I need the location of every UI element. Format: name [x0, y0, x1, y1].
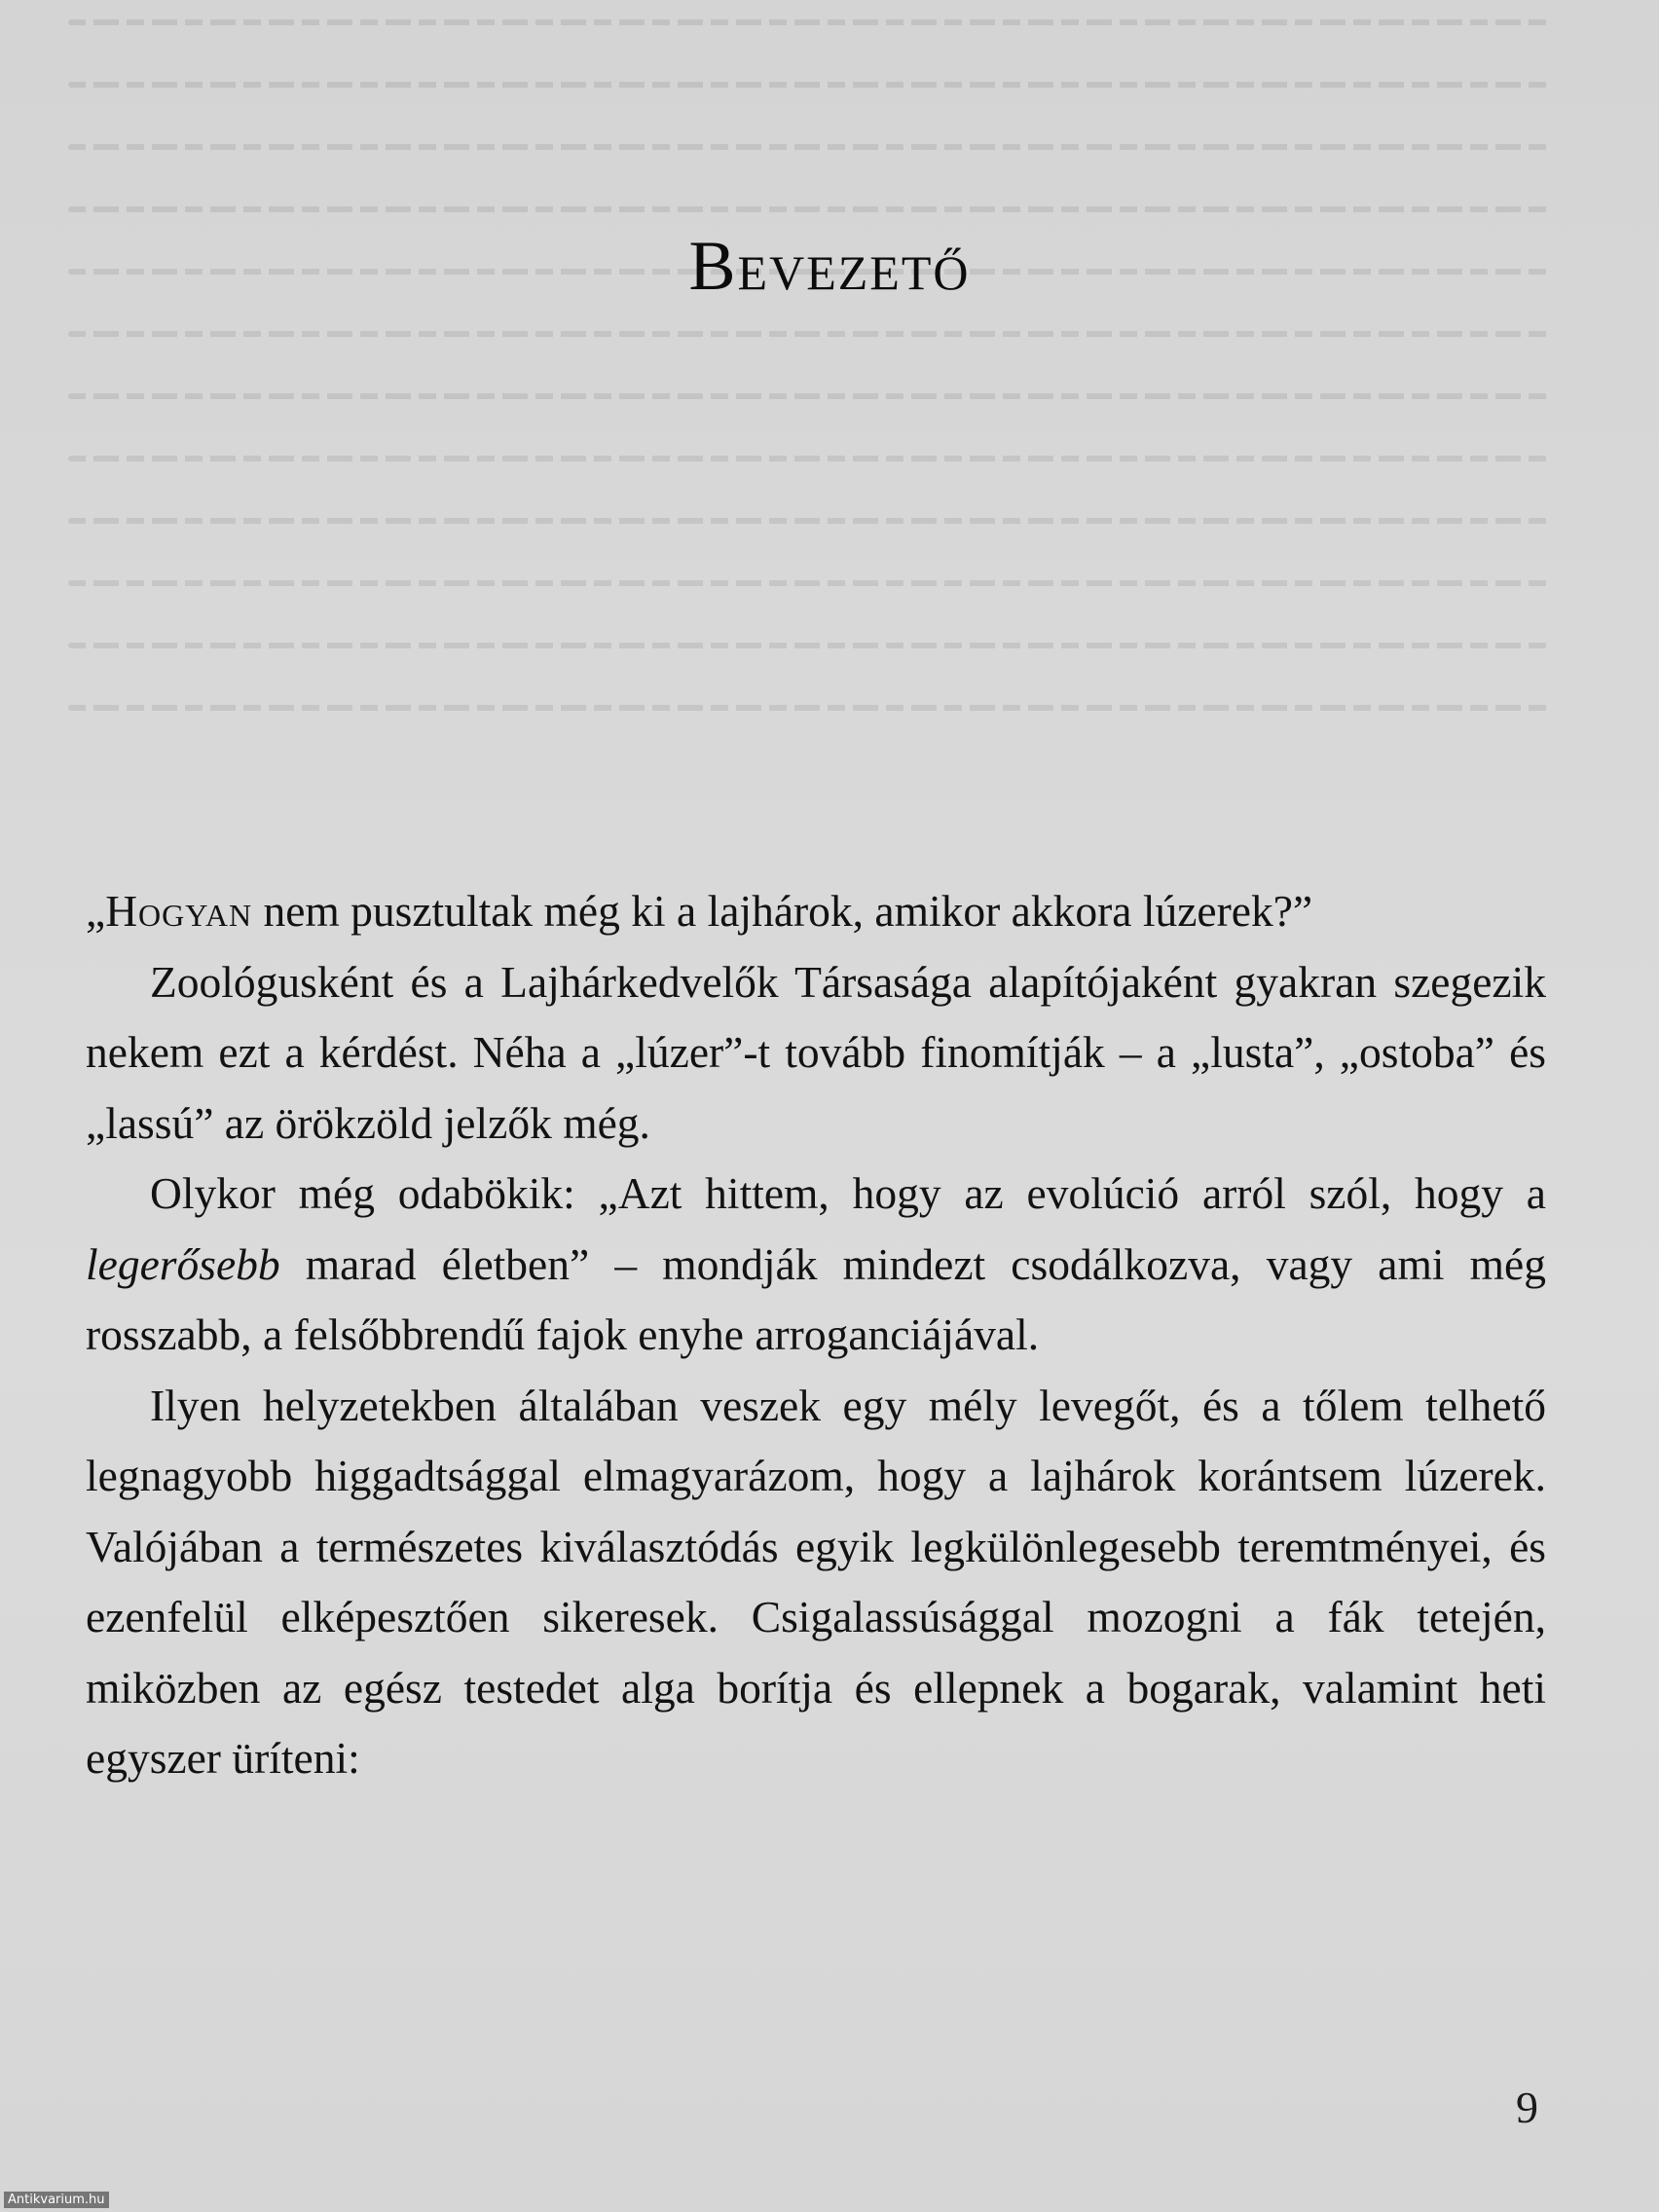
paragraph-3-italic: legerősebb: [86, 1238, 280, 1289]
paragraph-3-text-after: marad életben” – mondják mindezt csodálkozva, vagy ami még rosszabb, a felsőbbrendű fajok enyhe arroganciájával.: [86, 1238, 1546, 1359]
bleed-through-texture: [68, 19, 1548, 759]
page-number: 9: [1516, 2083, 1538, 2132]
body-text: [86, 876, 1546, 1794]
paragraph-1: „Hogyan nem pusztultak még ki a lajhárok, amikor akkora lúzerek?”: [86, 886, 1313, 936]
paragraph-3-text-before: Olykor még odabökik: „Azt hittem, hogy az evolúció arról szól, hogy a: [150, 1168, 1546, 1218]
paragraph-1-lead: Hogyan: [105, 886, 253, 936]
paragraph-3: [86, 1159, 1546, 1371]
paragraph-1-text: nem pusztultak még ki a lajhárok, amikor akkora lúzerek?”: [252, 886, 1313, 936]
chapter-title: Bevezető: [688, 227, 971, 305]
watermark-label: Antikvarium.hu: [4, 2192, 109, 2208]
paragraph-2: Zoológusként és a Lajhárkedvelők Társasága alapítójaként gyakran szegezik nekem ezt a kérdést. Néha a „lúzer”-t tovább finomítják – a „lusta”, „ostoba” és „lassú” az örökzöld jelzők még.: [86, 956, 1546, 1148]
paragraph-4: Ilyen helyzetekben általában veszek egy mély levegőt, és a tőlem telhető legnagyobb higgadtsággal elmagyarázom, hogy a lajhárok korántsem lúzerek. Valójában a természetes kiválasztódás egyik legkülönlegesebb teremtményei, és ezenfelül elképesztően sikeresek. Csigalassúsággal mozogni a fák tetején, miközben az egész testedet alga borítja és ellepnek a bogarak, valamint heti egyszer üríteni:: [86, 1380, 1546, 1783]
